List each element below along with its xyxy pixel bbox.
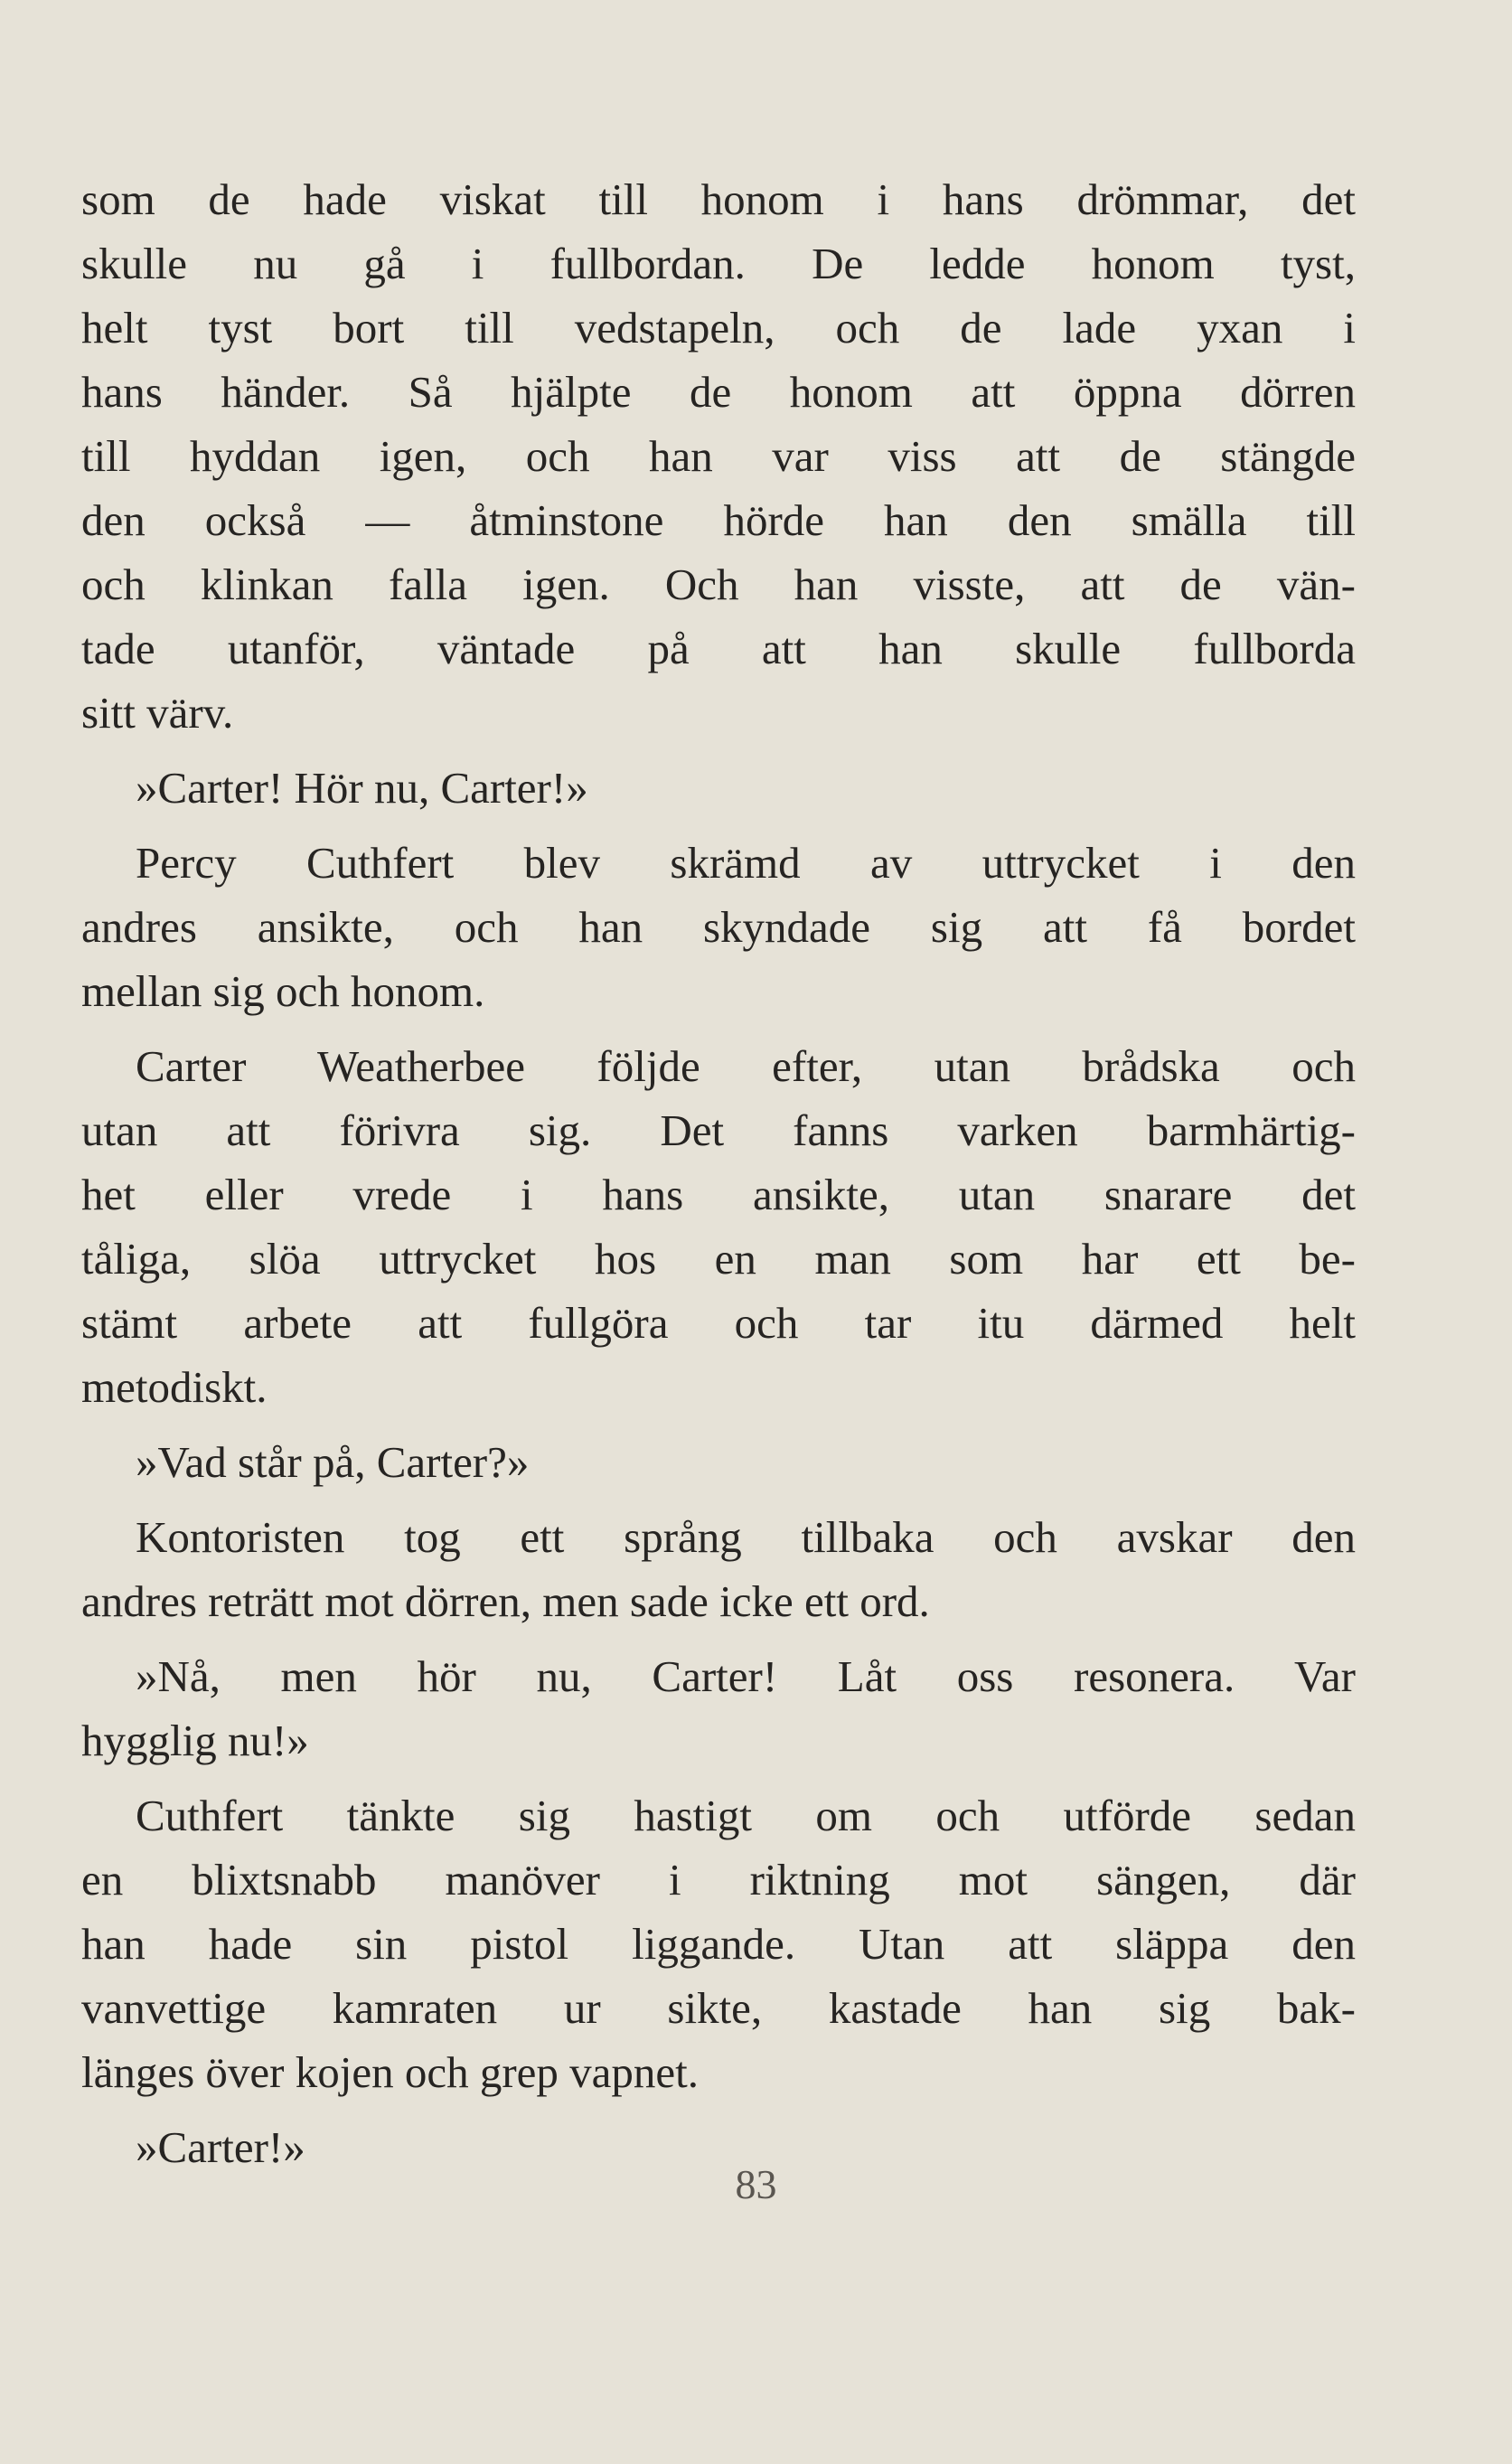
text-line: mellan sig och honom.: [81, 966, 485, 1016]
text-line: helt tyst bort till vedstapeln, och de lade yxan i: [81, 303, 1356, 353]
text-line: utan att förivra sig. Det fanns varken barmhärtig-: [81, 1105, 1356, 1155]
paragraph: [81, 756, 1356, 820]
text-line: stämt arbete att fullgöra och tar itu därmed helt: [81, 1298, 1356, 1348]
text-line: Cuthfert tänkte sig hastigt om och utförde sedan: [136, 1791, 1356, 1840]
paragraph: [81, 1430, 1356, 1494]
text-line: den också — åtminstone hörde han den smälla till: [81, 495, 1356, 545]
text-line: som de hade viskat till honom i hans drömmar, det: [81, 174, 1356, 224]
text-line: länges över kojen och grep vapnet.: [81, 2047, 700, 2097]
text-line: hygglig nu!»: [81, 1716, 309, 1765]
text-line: Percy Cuthfert blev skrämd av uttrycket i den: [136, 838, 1356, 888]
text-line: andres reträtt mot dörren, men sade icke ett ord.: [81, 1576, 930, 1626]
page-number: 83: [735, 2161, 777, 2207]
text-line: »Nå, men hör nu, Carter! Låt oss resonera. Var: [136, 1651, 1356, 1701]
text-line: och klinkan falla igen. Och han visste, att de vän-: [81, 560, 1356, 609]
text-line: »Carter!»: [136, 2122, 305, 2172]
text-line: till hyddan igen, och han var viss att de stängde: [81, 431, 1356, 481]
text-line: »Vad står på, Carter?»: [136, 1437, 530, 1487]
text-line: Kontoristen tog ett språng tillbaka och avskar den: [136, 1512, 1356, 1562]
text-line: andres ansikte, och han skyndade sig att få bordet: [81, 902, 1356, 952]
text-line: skulle nu gå i fullbordan. De ledde honom tyst,: [81, 239, 1356, 288]
text-line: tade utanför, väntade på att han skulle fullborda: [81, 624, 1356, 673]
text-line: sitt värv.: [81, 688, 234, 738]
paragraph: [81, 1505, 1356, 1633]
paragraph: [81, 831, 1356, 1023]
text-line: han hade sin pistol liggande. Utan att släppa den: [81, 1919, 1356, 1969]
paragraph: [81, 1644, 1356, 1773]
text-line: metodiskt.: [81, 1362, 268, 1412]
text-line: tåliga, slöa uttrycket hos en man som har ett be-: [81, 1234, 1356, 1284]
text-line: »Carter! Hör nu, Carter!»: [136, 763, 588, 813]
body-text: [81, 167, 1356, 2179]
paragraph: [81, 167, 1356, 745]
text-line: het eller vrede i hans ansikte, utan snarare det: [81, 1170, 1356, 1219]
text-line: vanvettige kamraten ur sikte, kastade han sig bak-: [81, 1983, 1356, 2033]
paragraph: [81, 1783, 1356, 2104]
paragraph: [81, 1034, 1356, 1419]
text-line: Carter Weatherbee följde efter, utan brådska och: [136, 1041, 1356, 1091]
text-line: hans händer. Så hjälpte de honom att öppna dörren: [81, 367, 1356, 417]
text-line: en blixtsnabb manöver i riktning mot sängen, där: [81, 1855, 1356, 1904]
